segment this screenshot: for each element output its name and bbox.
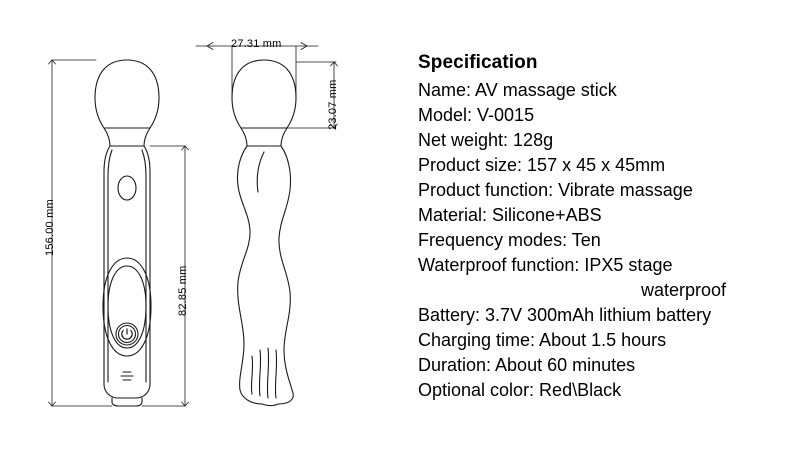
label-head-width: 27.31 mm xyxy=(231,38,282,50)
dimension-total-height xyxy=(49,60,113,406)
spec-line-waterproof-continued: waterproof xyxy=(640,280,726,300)
dimension-head-width xyxy=(196,43,318,97)
specification-panel xyxy=(418,52,788,403)
label-total-height: 156.00 mm xyxy=(44,199,56,256)
spec-line-product-function: Product function: Vibrate massage xyxy=(418,180,693,200)
spec-line-name: Name: AV massage stick xyxy=(418,80,617,100)
side-view-outline xyxy=(232,60,296,406)
spec-line-battery: Battery: 3.7V 300mAh lithium battery xyxy=(418,305,712,325)
spec-line-waterproof-function: Waterproof function: IPX5 stage xyxy=(418,255,673,275)
label-head-height: 23.07 mm xyxy=(327,79,339,130)
spec-line-material: Material: Silicone+ABS xyxy=(418,205,602,225)
spec-line-charging-time: Charging time: About 1.5 hours xyxy=(418,330,667,350)
spec-line-product-size: Product size: 157 x 45 x 45mm xyxy=(418,155,666,175)
spec-line-model: Model: V-0015 xyxy=(418,105,535,125)
front-view-outline xyxy=(95,60,159,406)
spec-line-duration: Duration: About 60 minutes xyxy=(418,355,636,375)
spec-line-optional-color: Optional color: Red\Black xyxy=(418,380,622,400)
spec-title: Specification xyxy=(418,52,538,73)
spec-line-net-weight: Net weight: 128g xyxy=(418,130,554,150)
label-handle-height: 82.85 mm xyxy=(177,265,189,316)
spec-line-frequency-modes: Frequency modes: Ten xyxy=(418,230,601,250)
